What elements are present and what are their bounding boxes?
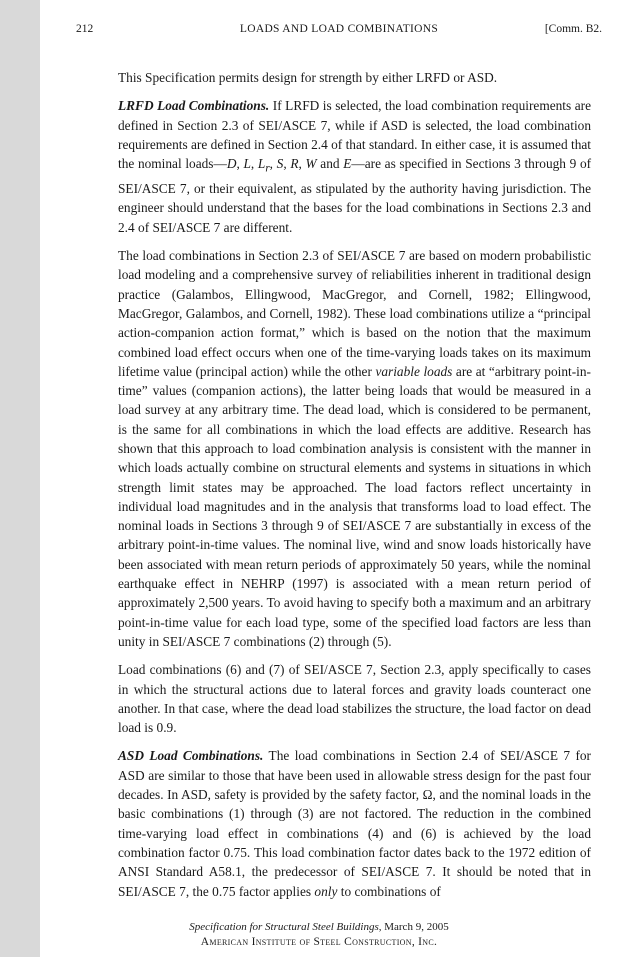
page-gutter: [0, 0, 40, 957]
paragraph-load-combinations: The load combinations in Section 2.3 of SEI/ASCE 7 are based on modern probabilistic load modeling and a comprehensive survey of reliabilities inherent in traditional design practice (Galambos, Ellingwood, MacGregor, and Cornell, 1982; Ellingwood, MacGregor, Galambos, and Cornell, 1982). These load combinations utilize a “principal action-companion action format,” which is based on the notion that the maximum combined load effect occurs when one of the time-varying loads takes on its maximum lifetime value (principal action) while the other variable loads are at “arbitrary point-in-time” values (companion actions), the latter being loads that would be measured in a load survey at any arbitrary time. The dead load, which is considered to be permanent, is the same for all combinations in which the load effects are additive. Research has shown that this approach to load combination analysis is consistent with the manner in which loads actually combine on structural elements and systems in situations in which strength limit states may be approached. The load factors reflect uncertainty in individual load magnitudes and in the analysis that transforms load to load effect. The nominal loads in Sections 3 through 9 of SEI/ASCE 7 are substantially in excess of the arbitrary point-in-time values. The nominal live, wind and snow loads historically have been associated with mean return periods of approximately 50 years, while the nominal earthquake effect in NEHRP (1997) is associated with a mean return period of approximately 2,500 years. To avoid having to specify both a maximum and an arbitrary point-in-time value for each load type, some of the specified load factors are less than unity in SEI/ASCE 7 combinations (2) through (5).: [118, 248, 591, 649]
running-header: [76, 23, 602, 39]
page-footer: [0, 920, 638, 950]
page-body: [118, 68, 591, 910]
lrfd-heading: LRFD Load Combinations.: [118, 98, 270, 114]
paragraph-intro: This Specification permits design for strength by either LRFD or ASD.: [118, 70, 498, 85]
asd-heading: ASD Load Combinations.: [118, 748, 264, 764]
section-reference: [Comm. B2.: [544, 23, 602, 35]
page-number: 212: [76, 23, 94, 35]
footer-spec-title: Specification for Structural Steel Buildings, March 9, 2005: [189, 921, 449, 933]
paragraph-counteracting-loads: Load combinations (6) and (7) of SEI/ASCE 7, Section 2.3, apply specifically to cases in which the structural actions due to lateral forces and gravity loads counteract one another. In that case, where the dead load stabilizes the structure, the load factor on dead load is 0.9.: [118, 662, 591, 736]
footer-publisher: American Institute of Steel Construction, Inc.: [200, 936, 438, 948]
running-title: LOADS AND LOAD COMBINATIONS: [239, 23, 439, 35]
paragraph-asd: ASD Load Combinations. The load combinations in Section 2.4 of SEI/ASCE 7 for ASD are similar to those that have been used in allowable stress design for the past four decades. In ASD, safety is provided by the safety factor, Ω, and the nominal loads in the basic combinations (1) through (3) are not factored. The reduction in the combined time-varying load effect in combinations (4) and (6) is achieved by the load combination factor 0.75. This load combination factor dates back to the 1972 edition of ANSI Standard A58.1, the predecessor of SEI/ASCE 7. It should be noted that in SEI/ASCE 7, the 0.75 factor applies only to combinations of: [118, 748, 591, 899]
paragraph-lrfd: LRFD Load Combinations. If LRFD is selected, the load combination requirements are defined in Section 2.3 of SEI/ASCE 7, while if ASD is selected, the load combination requirements are defined in Section 2.4 of that standard. In either case, it is assumed that the nominal loads—D, L, $L_r$, S, R, W and E—are as specified in Sections 3 through 9 of SEI/ASCE 7, or their equivalent, as stipulated by the authority having jurisdiction. The engineer should understand that the bases for the load combinations in Sections 2.3 and 2.4 of SEI/ASCE 7 are different.: [118, 98, 592, 235]
